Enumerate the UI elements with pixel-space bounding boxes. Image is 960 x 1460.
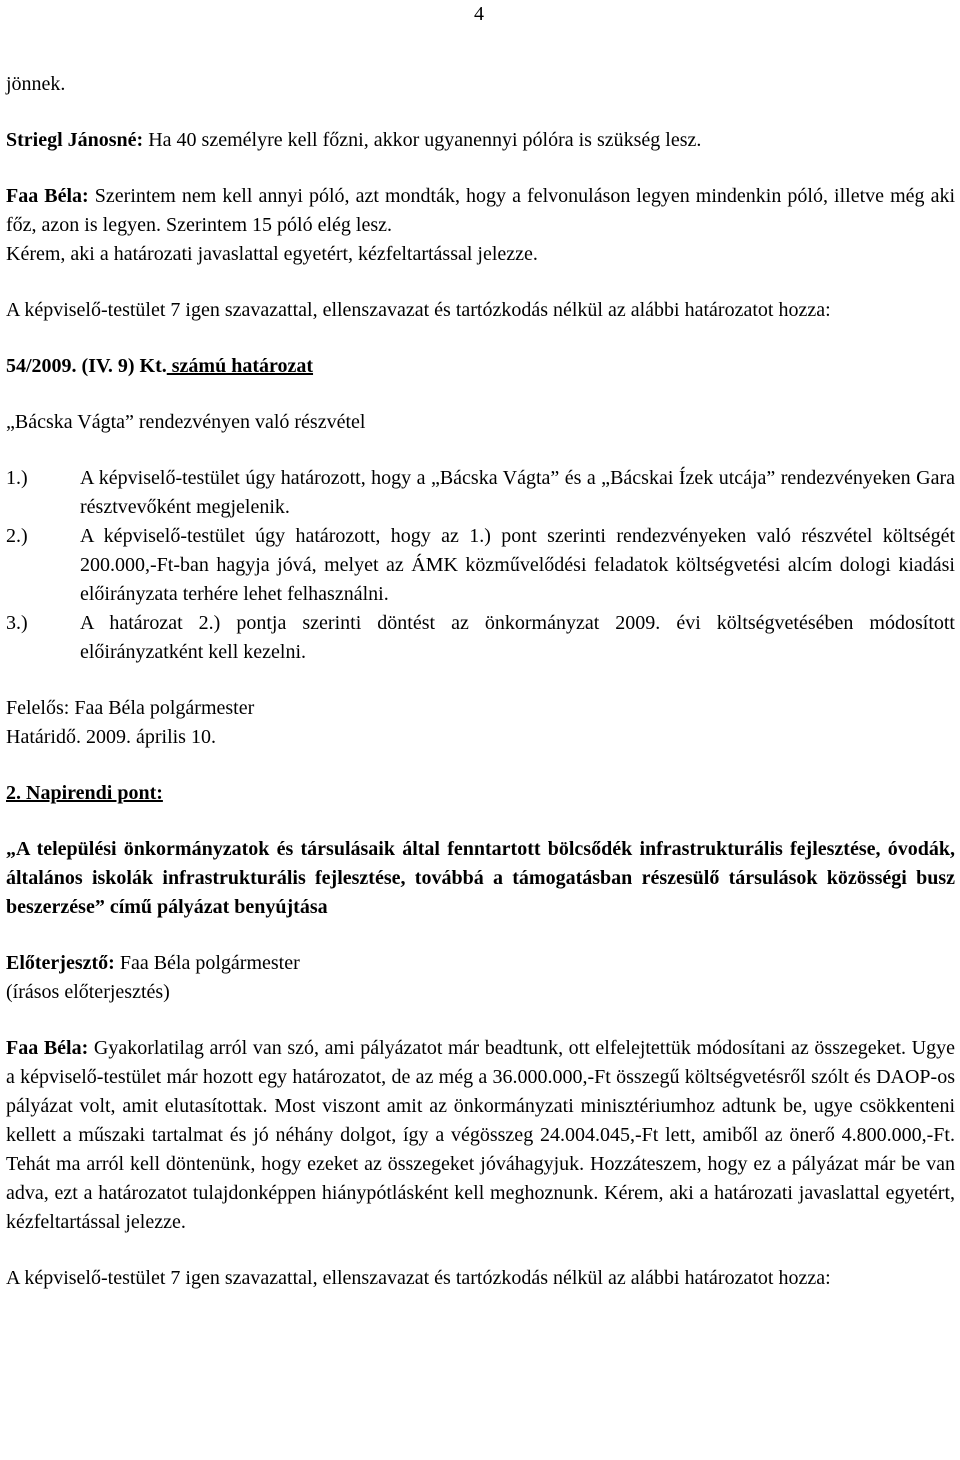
resolution-items	[6, 464, 955, 667]
resolution-heading	[6, 352, 955, 381]
request-vote-text: Kérem, aki a határozati javaslattal egyetért, kézfeltartással jelezze.	[6, 243, 538, 265]
deadline: Határidő. 2009. április 10.	[6, 726, 216, 748]
paragraph-faa-2	[6, 1034, 955, 1237]
speech-text: Gyakorlatilag arról van szó, ami pályázatot már beadtunk, ott elfelejtettük módosítani az összegeket. Ugye a képviselő-testület már hozott egy határozatot, de az még a 36.000.000,-Ft összegű költségvetésről szólt és DAOP-os pályázat volt, amit elutasítottak. Most viszont amit az önkormányzati minisztériumhoz adtunk be, ugye csökkenteni kellett a műszaki tartalmat és jó néhány dolgot, így a végösszeg 24.004.045,-Ft lett, amiből az önerő 4.800.000,-Ft. Tehát ma arról kell döntenünk, hogy ezeket az összegeket jóváhagyjuk. Hozzáteszem, hogy ez a pályázat már be van adva, ezt a határozatot tulajdonképpen hiánypótlásként kell meghoznunk. Kérem, aki a határozati javaslattal egyetért, kézfeltartással jelezze.	[6, 1037, 955, 1233]
vote-result-1: A képviselő-testület 7 igen szavazattal, ellenszavazat és tartózkodás nélkül az alábbi határozatot hozza:	[6, 299, 831, 321]
item-text: A határozat 2.) pontja szerinti döntést az önkormányzat 2009. évi költségvetésében módosított előirányzatként kell kezelni.	[80, 612, 955, 663]
continuation-text: jönnek.	[6, 73, 66, 95]
presenter-name: Faa Béla polgármester	[114, 952, 300, 974]
agenda-heading	[6, 779, 955, 808]
agenda-title	[6, 835, 955, 922]
item-number: 3.)	[6, 612, 28, 634]
resolution-subject: „Bácska Vágta” rendezvényen való részvétel	[6, 411, 366, 433]
page-number: 4	[474, 3, 484, 25]
item-number: 2.)	[6, 525, 28, 547]
agenda-heading-text: 2. Napirendi pont:	[6, 782, 163, 804]
document-page	[6, 0, 955, 1293]
item-text: A képviselő-testület úgy határozott, hogy az 1.) pont szerinti rendezvényeken való részvétel költségét 200.000,-Ft-ban hagyja jóvá, melyet az ÁMK közművelődési feladatok költségvetési alcím dologi kiadási előirányzata terhére lehet felhasználni.	[80, 525, 955, 605]
resolution-item	[6, 609, 955, 667]
item-text: A képviselő-testület úgy határozott, hogy a „Bácska Vágta” és a „Bácskai Ízek utcája” rendezvényeken Gara résztvevőként megjelenik.	[80, 467, 955, 518]
agenda-title-text: „A települési önkormányzatok és társulásaik által fenntartott bölcsődék infrastrukturális fejlesztése, óvodák, általános iskolák infrastrukturális fejlesztése, továbbá a támogatásban részesülő társulások közösségi busz beszerzése” című pályázat benyújtása	[6, 838, 955, 918]
speaker-name: Striegl Jánosné:	[6, 129, 144, 151]
speaker-name: Faa Béla:	[6, 185, 89, 207]
presenter	[6, 949, 955, 978]
paragraph-striegl	[6, 126, 955, 155]
presenter-note: (írásos előterjesztés)	[6, 981, 170, 1003]
speech-text: Ha 40 személyre kell főzni, akkor ugyanennyi pólóra is szükség lesz.	[143, 129, 702, 151]
vote-result-2: A képviselő-testület 7 igen szavazattal, ellenszavazat és tartózkodás nélkül az alábbi határozatot hozza:	[6, 1267, 831, 1289]
resolution-item	[6, 522, 955, 609]
resolution-item	[6, 464, 955, 522]
speech-text: Szerintem nem kell annyi póló, azt mondták, hogy a felvonuláson legyen mindenkin póló, illetve még aki főz, azon is legyen. Szerintem 15 póló elég lesz.	[6, 185, 955, 236]
presenter-label: Előterjesztő:	[6, 952, 115, 974]
paragraph-faa-1	[6, 182, 955, 240]
responsible-person: Felelős: Faa Béla polgármester	[6, 697, 255, 719]
resolution-label: számú határozat	[166, 355, 314, 377]
resolution-number: 54/2009. (IV. 9) Kt.	[6, 355, 167, 377]
item-number: 1.)	[6, 467, 28, 489]
speaker-name: Faa Béla:	[6, 1037, 89, 1059]
